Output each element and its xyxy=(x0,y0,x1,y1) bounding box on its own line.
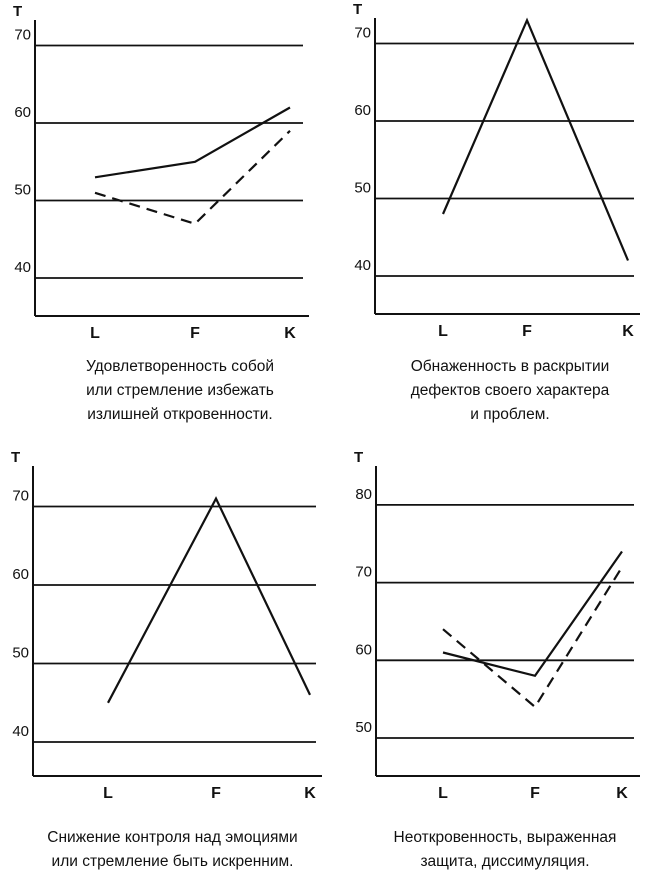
x-tick-label: K xyxy=(616,785,628,802)
y-tick-label: 40 xyxy=(12,723,29,740)
caption-line: Снижение контроля над эмоциями xyxy=(47,829,298,846)
caption-line: и проблем. xyxy=(470,406,550,423)
caption-line: или стремление быть искренним. xyxy=(51,853,294,870)
y-tick-label: 40 xyxy=(14,259,31,276)
y-tick-label: 50 xyxy=(354,179,371,197)
y-tick-label: 70 xyxy=(14,26,31,44)
caption-line: Удовлетворенность собой xyxy=(85,358,275,375)
y-tick-label: 70 xyxy=(355,563,372,581)
series-line-dashed xyxy=(95,131,290,224)
series-line-solid xyxy=(443,552,622,676)
caption-line: Неоткровенность, выраженная xyxy=(393,829,617,846)
chart-caption xyxy=(370,355,650,427)
y-tick-label: 70 xyxy=(354,24,371,42)
caption-line: Обнаженность в раскрытии xyxy=(410,358,610,375)
chart-1 xyxy=(13,3,309,342)
x-tick-label: F xyxy=(190,325,200,342)
y-tick-label: 80 xyxy=(355,485,372,503)
y-tick-label: 50 xyxy=(14,181,31,199)
y-axis-title: T xyxy=(354,449,364,466)
caption-line: излишней откровенности. xyxy=(87,406,273,423)
x-tick-label: K xyxy=(622,323,634,340)
y-tick-label: 40 xyxy=(354,257,371,274)
y-tick-label: 60 xyxy=(354,102,371,119)
y-tick-label: 50 xyxy=(12,644,29,662)
y-tick-label: 60 xyxy=(355,641,372,659)
chart-2 xyxy=(353,1,640,340)
chart-caption xyxy=(30,355,330,427)
chart-caption xyxy=(0,826,345,874)
x-tick-label: L xyxy=(103,785,113,802)
y-axis-title: T xyxy=(11,449,21,466)
chart-4 xyxy=(354,449,640,802)
x-tick-label: L xyxy=(438,785,448,802)
x-tick-label: K xyxy=(304,785,316,802)
y-tick-label: 60 xyxy=(12,566,29,583)
chart-3 xyxy=(11,449,322,802)
series-line-solid xyxy=(95,108,290,178)
x-tick-label: F xyxy=(211,785,221,802)
series-line-solid xyxy=(108,499,310,703)
x-tick-label: L xyxy=(438,323,448,340)
caption-line: защита, диссимуляция. xyxy=(420,853,590,870)
chart-caption xyxy=(355,826,655,874)
y-axis-title: T xyxy=(353,1,363,18)
y-tick-label: 70 xyxy=(12,487,29,505)
x-tick-label: L xyxy=(90,325,100,342)
caption-line: или стремление избежать xyxy=(86,382,274,399)
caption-line: дефектов своего характера xyxy=(410,382,610,399)
x-tick-label: F xyxy=(522,323,532,340)
series-line-solid xyxy=(443,20,628,260)
y-tick-label: 60 xyxy=(14,104,31,121)
y-tick-label: 50 xyxy=(355,719,372,736)
x-tick-label: K xyxy=(284,325,296,342)
y-axis-title: T xyxy=(13,3,23,20)
x-tick-label: F xyxy=(530,785,540,802)
